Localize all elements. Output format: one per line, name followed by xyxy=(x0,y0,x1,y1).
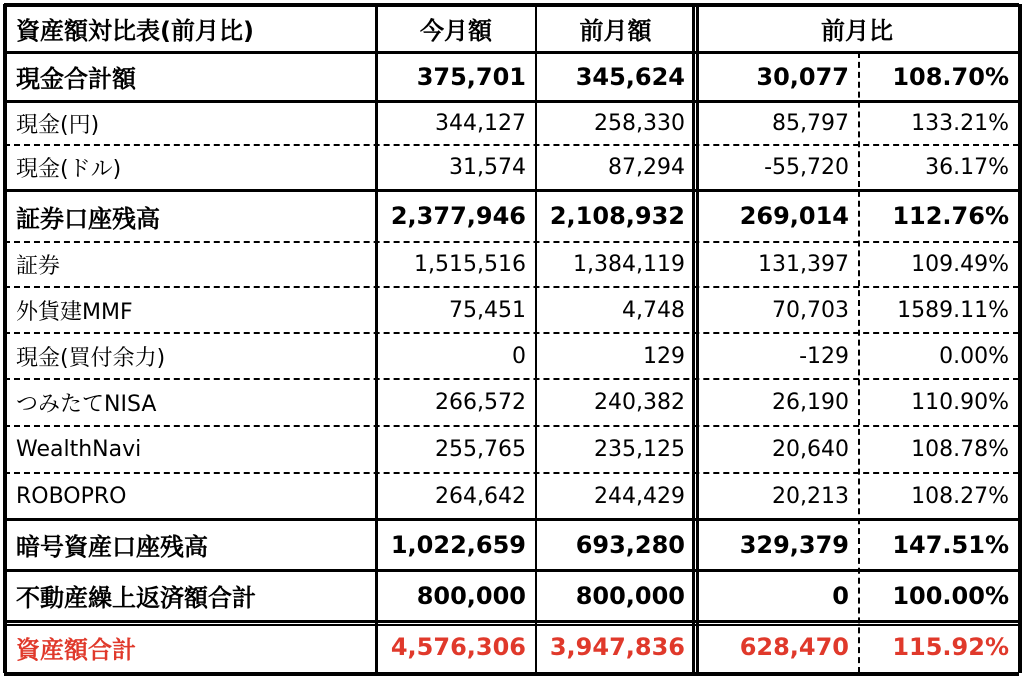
row-divider xyxy=(4,472,1019,474)
previous-amount: 1,384,119 xyxy=(573,252,685,277)
column-header-change: 前月比 xyxy=(821,16,893,45)
row-divider xyxy=(4,189,1019,192)
difference: 20,213 xyxy=(772,483,849,509)
row-divider xyxy=(4,378,1019,380)
row-label: 現金(買付余力) xyxy=(16,345,166,371)
previous-amount: 800,000 xyxy=(575,581,685,610)
ratio: 108.78% xyxy=(911,437,1009,462)
previous-amount: 240,382 xyxy=(594,390,685,415)
row-divider xyxy=(4,518,1019,521)
row-divider xyxy=(4,672,1019,676)
ratio: 110.90% xyxy=(911,390,1009,415)
row-label: つみたてNISA xyxy=(16,392,157,417)
column-header-previous: 前月額 xyxy=(579,16,652,45)
column-divider xyxy=(375,4,378,673)
previous-amount: 244,429 xyxy=(594,483,685,509)
difference: 26,190 xyxy=(772,390,849,415)
column-divider xyxy=(1018,4,1022,673)
ratio: 0.00% xyxy=(939,343,1009,369)
row-divider xyxy=(4,241,1019,243)
difference: 30,077 xyxy=(756,62,849,91)
ratio: 108.27% xyxy=(911,483,1009,509)
current-amount: 31,574 xyxy=(449,155,526,180)
column-divider xyxy=(858,52,860,673)
current-amount: 800,000 xyxy=(416,581,526,610)
difference: 329,379 xyxy=(739,530,849,559)
current-amount: 1,022,659 xyxy=(390,530,526,559)
difference: 70,703 xyxy=(772,297,849,323)
row-label: ROBOPRO xyxy=(16,483,127,509)
current-amount: 255,765 xyxy=(435,437,526,462)
row-label: 現金(ドル) xyxy=(16,157,122,182)
ratio: 108.70% xyxy=(892,62,1009,91)
previous-amount: 258,330 xyxy=(594,110,685,136)
ratio: 109.49% xyxy=(911,252,1009,277)
row-label: 証券口座残高 xyxy=(16,204,160,233)
row-label: 資産額合計 xyxy=(16,635,136,664)
row-label: 現金(円) xyxy=(16,112,100,138)
column-divider xyxy=(692,4,695,673)
difference: 131,397 xyxy=(758,252,849,277)
ratio: 36.17% xyxy=(925,155,1009,180)
row-divider xyxy=(4,624,1019,626)
previous-amount: 693,280 xyxy=(575,530,685,559)
current-amount: 264,642 xyxy=(435,483,526,509)
row-divider xyxy=(4,569,1019,572)
row-label: 外貨建MMF xyxy=(16,299,133,325)
ratio: 115.92% xyxy=(892,633,1009,661)
current-amount: 344,127 xyxy=(435,110,526,136)
current-amount: 2,377,946 xyxy=(390,202,526,230)
previous-amount: 3,947,836 xyxy=(549,633,685,661)
ratio: 100.00% xyxy=(892,581,1009,610)
difference: -129 xyxy=(799,343,849,369)
row-divider xyxy=(4,100,1019,103)
current-amount: 1,515,516 xyxy=(414,252,526,277)
row-divider xyxy=(4,332,1019,334)
difference: 85,797 xyxy=(772,110,849,136)
current-amount: 4,576,306 xyxy=(390,633,526,661)
row-divider xyxy=(4,51,1019,54)
ratio: 133.21% xyxy=(911,110,1009,136)
current-amount: 0 xyxy=(512,343,526,369)
ratio: 112.76% xyxy=(892,202,1009,230)
row-label: WealthNavi xyxy=(16,437,142,462)
previous-amount: 87,294 xyxy=(608,155,685,180)
row-label: 暗号資産口座残高 xyxy=(16,533,208,561)
row-divider xyxy=(4,286,1019,288)
current-amount: 75,451 xyxy=(449,297,526,323)
column-divider xyxy=(535,4,537,673)
difference: 0 xyxy=(832,581,849,610)
current-amount: 266,572 xyxy=(435,390,526,415)
table-title: 資産額対比表(前月比) xyxy=(16,16,254,45)
difference: 20,640 xyxy=(772,437,849,462)
difference: -55,720 xyxy=(764,155,849,180)
difference: 269,014 xyxy=(739,202,849,230)
previous-amount: 2,108,932 xyxy=(549,202,685,230)
current-amount: 375,701 xyxy=(416,62,526,91)
row-label: 不動産繰上返済額合計 xyxy=(16,584,256,612)
ratio: 1589.11% xyxy=(897,297,1009,323)
row-label: 現金合計額 xyxy=(16,65,136,93)
row-divider xyxy=(4,620,1019,623)
previous-amount: 345,624 xyxy=(575,62,685,91)
row-divider xyxy=(4,3,1019,7)
difference: 628,470 xyxy=(739,633,849,661)
column-divider xyxy=(3,4,7,673)
column-header-current: 今月額 xyxy=(420,16,492,45)
row-label: 証券 xyxy=(16,254,61,279)
ratio: 147.51% xyxy=(892,530,1009,559)
previous-amount: 235,125 xyxy=(594,437,685,462)
row-divider xyxy=(4,425,1019,427)
column-divider xyxy=(696,4,699,673)
previous-amount: 4,748 xyxy=(622,297,685,323)
previous-amount: 129 xyxy=(643,343,685,369)
row-divider xyxy=(4,144,1019,146)
